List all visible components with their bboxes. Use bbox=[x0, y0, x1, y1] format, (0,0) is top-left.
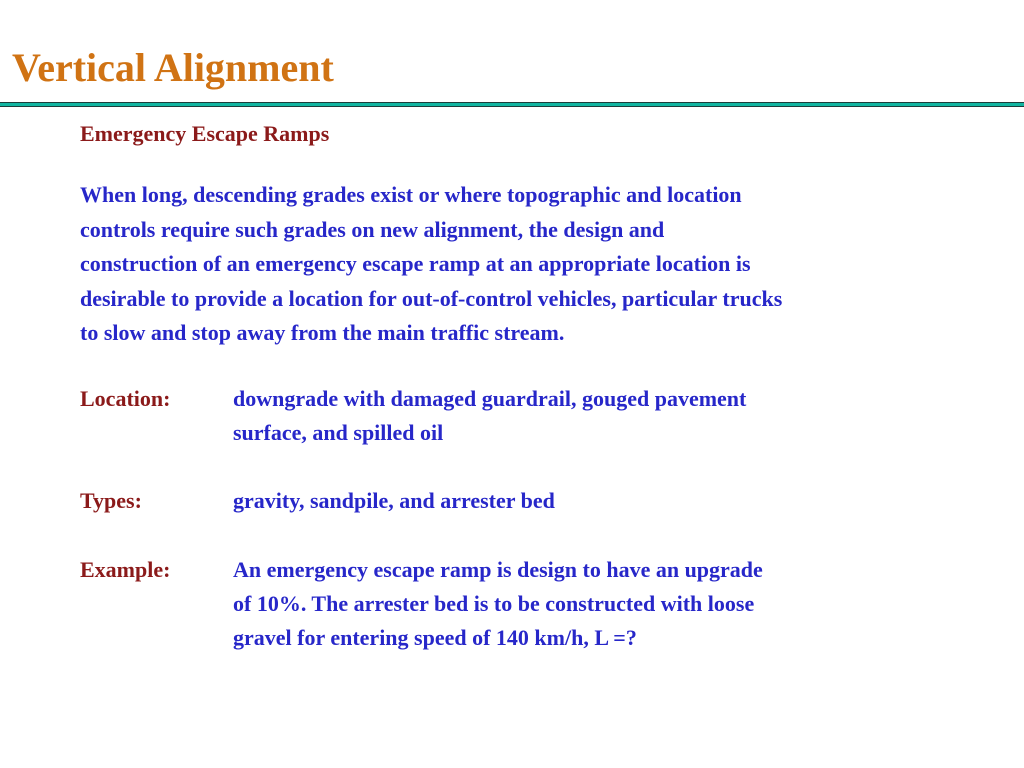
slide-title: Vertical Alignment bbox=[12, 45, 334, 90]
paragraph-line: controls require such grades on new alignment, the design and bbox=[80, 216, 665, 242]
intro-paragraph bbox=[80, 178, 1010, 351]
example-value bbox=[233, 553, 763, 655]
location-value bbox=[233, 382, 746, 450]
paragraph-line: to slow and stop away from the main traffic stream. bbox=[80, 320, 565, 345]
location-label: Location: bbox=[80, 386, 171, 411]
example-label: Example: bbox=[80, 557, 171, 582]
location-line: surface, and spilled oil bbox=[233, 420, 444, 445]
example-line: An emergency escape ramp is design to have an upgrade bbox=[233, 557, 763, 582]
example-line: gravel for entering speed of 140 km/h, L =? bbox=[233, 625, 637, 650]
types-line: gravity, sandpile, and arrester bed bbox=[233, 488, 555, 513]
section-heading: Emergency Escape Ramps bbox=[80, 121, 330, 146]
types-value bbox=[233, 484, 555, 518]
paragraph-line: desirable to provide a location for out-of-control vehicles, particular trucks bbox=[80, 285, 783, 311]
paragraph-line: construction of an emergency escape ramp at an appropriate location is bbox=[80, 251, 751, 276]
location-line: downgrade with damaged guardrail, gouged pavement bbox=[233, 386, 747, 411]
types-label: Types: bbox=[80, 488, 142, 513]
example-line: of 10%. The arrester bed is to be constructed with loose bbox=[233, 591, 755, 616]
paragraph-line: When long, descending grades exist or where topographic and location bbox=[80, 182, 742, 207]
title-divider bbox=[0, 102, 1024, 107]
